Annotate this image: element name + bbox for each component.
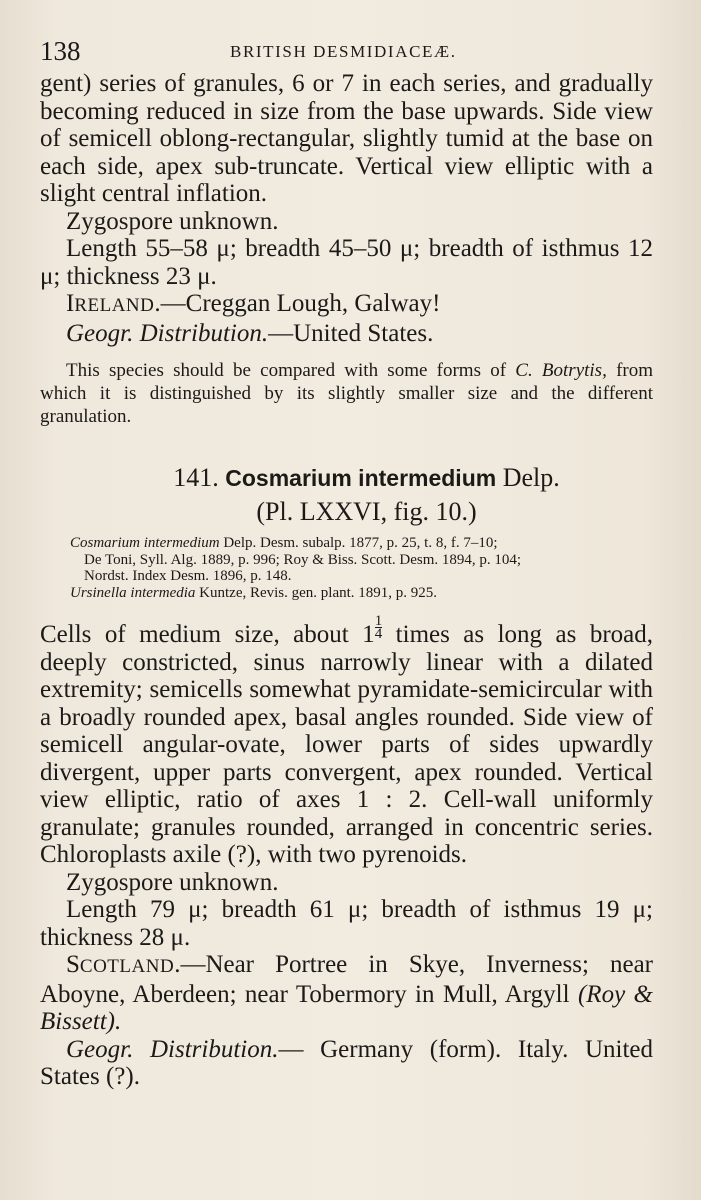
locality-text: .—Near Portree in Skye, Inverness; near Aboyne, Aberdeen; near Tobermory in Mull, Argyll: [40, 951, 653, 1008]
prev-locality: [40, 290, 653, 320]
page-number: 138: [40, 36, 81, 66]
species-number: 141.: [173, 463, 219, 492]
prev-region-initial: I: [66, 290, 75, 317]
prev-region-rest: RELAND: [74, 295, 155, 316]
synonym-citation: De Toni, Syll. Alg. 1889, p. 996; Roy & Biss. Scott. Desm. 1894, p. 104;: [84, 551, 522, 568]
fraction-denominator: 4: [374, 626, 383, 642]
synonym-citation: Nordst. Index Desm. 1896, p. 148.: [84, 568, 292, 584]
prev-distribution-text: —United States.: [268, 319, 434, 347]
species-measurements: Length 79 μ; breadth 61 μ; breadth of isthmus 19 μ; thickness 28 μ.: [40, 896, 653, 951]
species-zygospore: Zygospore unknown.: [66, 868, 279, 896]
running-title: BRITISH DESMIDIACEÆ.: [230, 42, 457, 61]
prev-locality-text: .—Creggan Lough, Galway!: [154, 290, 441, 317]
species-authority: Delp.: [502, 463, 560, 492]
running-head: [40, 28, 653, 70]
locality-authors: (Roy & Bissett).: [40, 980, 654, 1035]
distribution-text: — Germany (form). Italy. United States (?).: [40, 1035, 653, 1090]
region-initial: S: [66, 951, 80, 978]
synonym-line: [70, 552, 653, 569]
species-name: Cosmarium intermedium: [225, 465, 497, 491]
prev-distribution: [40, 320, 653, 348]
prev-measurements: Length 55–58 μ; breadth 45–50 μ; breadth of isthmus 12 μ; thickness 23 μ.: [40, 235, 653, 290]
plate-reference: (Pl. LXXVI, fig. 10.): [256, 497, 477, 526]
fraction-numerator: 1: [374, 613, 383, 629]
fraction: [375, 615, 383, 640]
region-rest: COTLAND: [79, 956, 175, 977]
synonym-name: Ursinella intermedia: [70, 584, 196, 601]
prev-note-part2: from which it is distinguished by its slightly smaller size and the different granulation.: [40, 360, 654, 427]
description-rest: times as long as broad, deeply constricted, sinus narrowly linear with a dilated extremity; semicells somewhat pyramidate-semicircular with a broadly rounded apex, basal angles rounded. Side view of semicell angular-ovate, lower parts of sides upwardly divergent, upper parts convergent, apex rounded. Vertical view elliptic, ratio of axes 1 : 2. Cell-wall uniformly granulate; granules rounded, arranged in concentric series. Chloroplasts axile (?), with two pyrenoids.: [40, 621, 654, 868]
species-locality: [40, 951, 653, 1036]
prev-note: [40, 359, 653, 428]
synonym-name: Cosmarium intermedium: [70, 535, 220, 551]
prev-note-part1: This species should be compared with some forms of: [66, 360, 507, 381]
prev-zygospore: Zygospore unknown.: [66, 207, 279, 235]
synonym-line: [70, 535, 653, 552]
synonymy-list: [40, 535, 653, 601]
prev-note-taxon: C. Botrytis,: [515, 360, 607, 381]
species-entry: [40, 462, 653, 1091]
synonym-line: [70, 568, 653, 585]
synonym-line: [70, 585, 653, 602]
description-start: Cells of medium size, about 1: [40, 621, 375, 648]
distribution-label: Geogr. Distribution.: [66, 1035, 279, 1063]
previous-species-continuation: [40, 70, 653, 428]
species-description: [40, 615, 653, 869]
prev-distribution-label: Geogr. Distribution.: [66, 319, 269, 347]
synonym-citation: Delp. Desm. subalp. 1877, p. 25, t. 8, f. 7–10;: [223, 535, 498, 551]
species-distribution: [40, 1036, 653, 1091]
synonym-citation: Kuntze, Revis. gen. plant. 1891, p. 925.: [199, 584, 438, 601]
species-heading: [40, 462, 653, 494]
prev-description: gent) series of granules, 6 or 7 in each series, and gradually becoming reduced in size from the base upwards. Side view of semicell oblong-rectangular, slightly tumid at the base on each side, apex sub-truncate. Vertical view elliptic with a slight central inflation.: [40, 70, 653, 207]
